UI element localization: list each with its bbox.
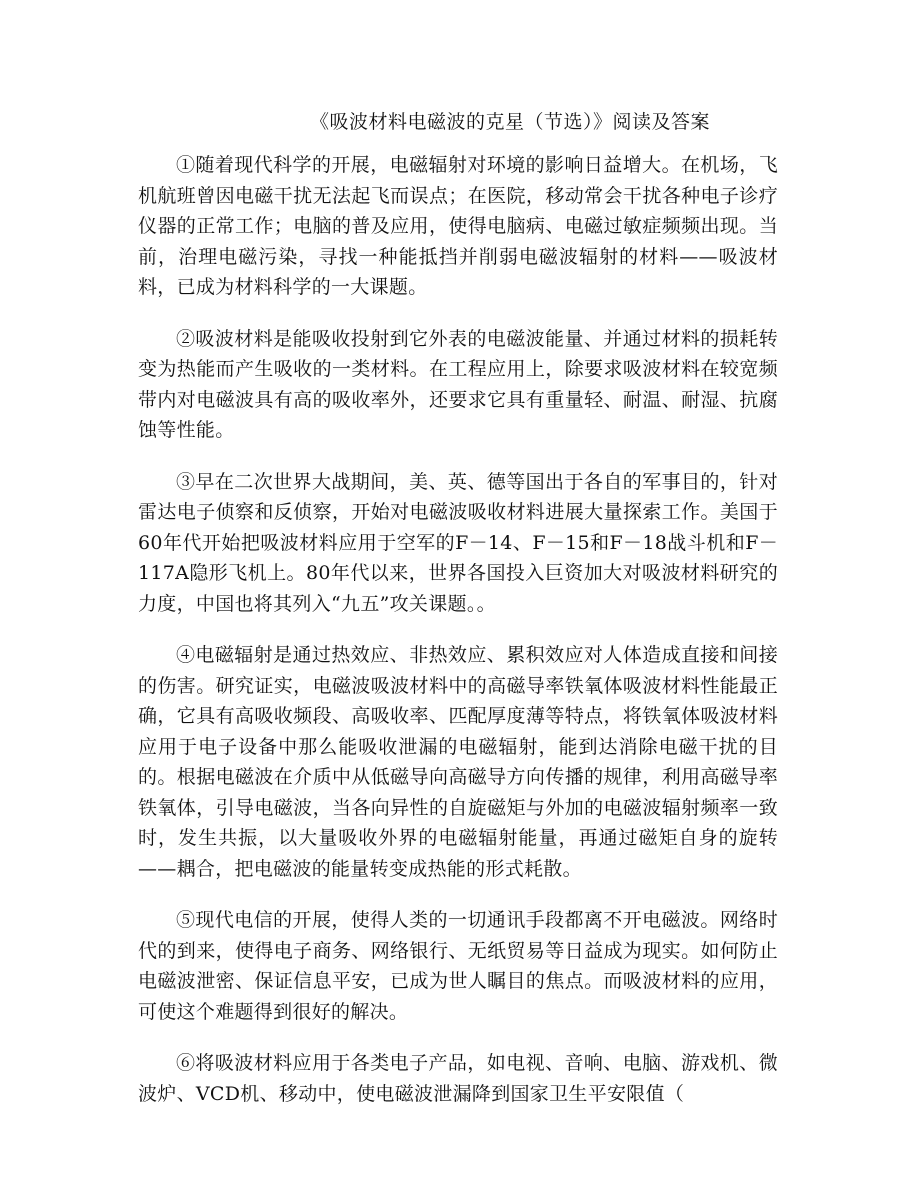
paragraph-2: ②吸波材料是能吸收投射到它外表的电磁波能量、并通过材料的损耗转变为热能而产生吸收的一类材料。在工程应用上，除要求吸波材料在较宽频带内对电磁波具有高的吸收率外，还要求它具有重量轻、耐温、耐湿、抗腐蚀等性能。 bbox=[138, 327, 778, 441]
paragraph-1: ①随着现代科学的开展，电磁辐射对环境的影响日益增大。在机场，飞机航班曾因电磁干扰无法起飞而误点；在医院，移动常会干扰各种电子诊疗仪器的正常工作；电脑的普及应用，使得电脑病、电磁过敏症频频出现。当前，治理电磁污染，寻找一种能抵挡并削弱电磁波辐射的材料——吸波材料，已成为材料科学的一大课题。 bbox=[138, 154, 778, 298]
document-title: 《吸波材料电磁波的克星（节选）》阅读及答案 bbox=[309, 111, 710, 133]
paragraph-3: ③早在二次世界大战期间，美、英、德等国出于各自的军事目的，针对雷达电子侦察和反侦察，开始对电磁波吸收材料进展大量探索工作。美国于60年代开始把吸波材料应用于空军的F－14、F－15和F－18战斗机和F－117A隐形飞机上。80年代以来，世界各国投入巨资加大对吸波材料研究的力度，中国也将其列入“九五”攻关课题。。 bbox=[138, 470, 778, 615]
paragraph-4: ④电磁辐射是通过热效应、非热效应、累积效应对人体造成直接和间接的伤害。研究证实，电磁波吸波材料中的高磁导率铁氧体吸波材料性能最正确，它具有高吸收频段、高吸收率、匹配厚度薄等特点，将铁氧体吸波材料应用于电子设备中那么能吸收泄漏的电磁辐射，能到达消除电磁干扰的目的。根据电磁波在介质中从低磁导向高磁导方向传播的规律，利用高磁导率铁氧体，引导电磁波，当各向异性的自旋磁矩与外加的电磁波辐射频率一致时，发生共振，以大量吸收外界的电磁辐射能量，再通过磁矩自身的旋转——耦合，把电磁波的能量转变成热能的形式耗散。 bbox=[138, 644, 778, 880]
document-body bbox=[138, 150, 778, 1130]
paragraph-5: ⑤现代电信的开展，使得人类的一切通讯手段都离不开电磁波。网络时代的到来，使得电子商务、网络银行、无纸贸易等日益成为现实。如何防止电磁波泄密、保证信息平安，已成为世人瞩目的焦点。而吸波材料的应用，可使这个难题得到很好的解决。 bbox=[138, 909, 778, 1023]
paragraph-6: ⑥将吸波材料应用于各类电子产品，如电视、音响、电脑、游戏机、微波炉、VCD机、移动中，使电磁波泄漏降到国家卫生平安限值（ bbox=[138, 1052, 778, 1105]
